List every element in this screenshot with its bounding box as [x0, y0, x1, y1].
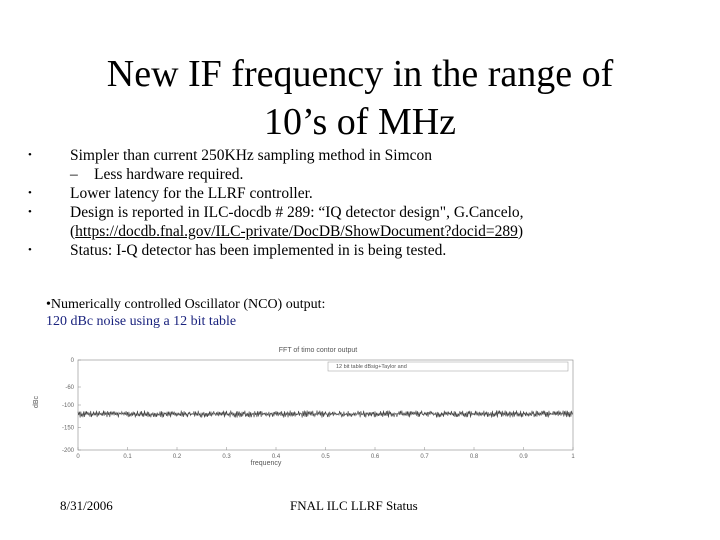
y-tick-label: -150: [61, 425, 74, 432]
nco-line-2: 120 dBc noise using a 12 bit table: [46, 314, 237, 329]
sub-bullet-text: Less hardware required.: [94, 166, 244, 183]
sub-bullet-item: [28, 165, 708, 184]
y-tick-label: 0: [70, 358, 74, 364]
bullet-text: Lower latency for the LLRF controller.: [70, 185, 313, 202]
x-tick-label: 0: [76, 454, 80, 460]
title-line-2: 10’s of MHz: [263, 101, 457, 143]
x-tick-label: 0.5: [321, 454, 330, 460]
bullet-text: Status: I-Q detector has been implemented in is being tested.: [70, 242, 447, 259]
noise-trace: [78, 410, 573, 417]
bullet-dot: •: [28, 206, 32, 218]
bullet-text: Simpler than current 250KHz sampling method in Simcon: [70, 147, 433, 164]
bullet-text: Design is reported in ILC-docdb # 289: “IQ detector design", G.Cancelo,: [70, 204, 524, 221]
bullet-item: [28, 184, 708, 203]
x-axis-label: frequency: [250, 460, 282, 467]
nco-line-1: •Numerically controlled Oscillator (NCO) output:: [46, 297, 326, 312]
x-tick-label: 1: [571, 454, 575, 460]
bullet-list: [28, 146, 708, 260]
bullet-item: [28, 203, 708, 222]
x-tick-label: 0.1: [123, 454, 132, 460]
x-tick-label: 0.3: [222, 454, 231, 460]
footer-date: 8/31/2006: [60, 498, 113, 513]
x-tick-label: 0.7: [420, 454, 429, 460]
slide-title: [60, 50, 660, 146]
x-tick-label: 0.2: [172, 454, 182, 460]
legend-label: 12 bit table dBsig+Taylor and: [336, 364, 407, 370]
y-tick-label: -100: [61, 403, 74, 409]
x-tick-label: 0.9: [519, 454, 528, 460]
x-tick-label: 0.8: [469, 454, 479, 460]
footer-title: FNAL ILC LLRF Status: [290, 498, 418, 513]
x-tick-label: 0.6: [370, 454, 380, 460]
docdb-link[interactable]: https://docdb.fnal.gov/ILC-private/DocDB/ShowDocument?docid=289: [75, 223, 518, 240]
bullet-dot: •: [28, 244, 32, 256]
title-line-1: New IF frequency in the range of: [106, 53, 614, 95]
plot-axes: [62, 358, 575, 460]
y-axis-label: dBc: [33, 395, 40, 409]
dash-marker: –: [70, 166, 78, 183]
chart-title: FFT of timo contor output: [278, 347, 358, 354]
x-tick-label: 0.4: [271, 454, 281, 460]
noise-line: [78, 410, 573, 417]
bullet-dot: •: [28, 187, 32, 199]
fft-plot: [28, 340, 608, 470]
plot-frame: [78, 360, 573, 450]
docdb-link-line: (https://docdb.fnal.gov/ILC-private/DocDB/ShowDocument?docid=289): [70, 223, 524, 240]
y-tick-label: -60: [65, 385, 74, 391]
bullet-item: [28, 146, 708, 165]
nco-caption: [46, 296, 325, 330]
y-tick-label: -200: [61, 448, 74, 454]
bullet-item: [28, 241, 708, 260]
bullet-dot: •: [28, 149, 32, 161]
